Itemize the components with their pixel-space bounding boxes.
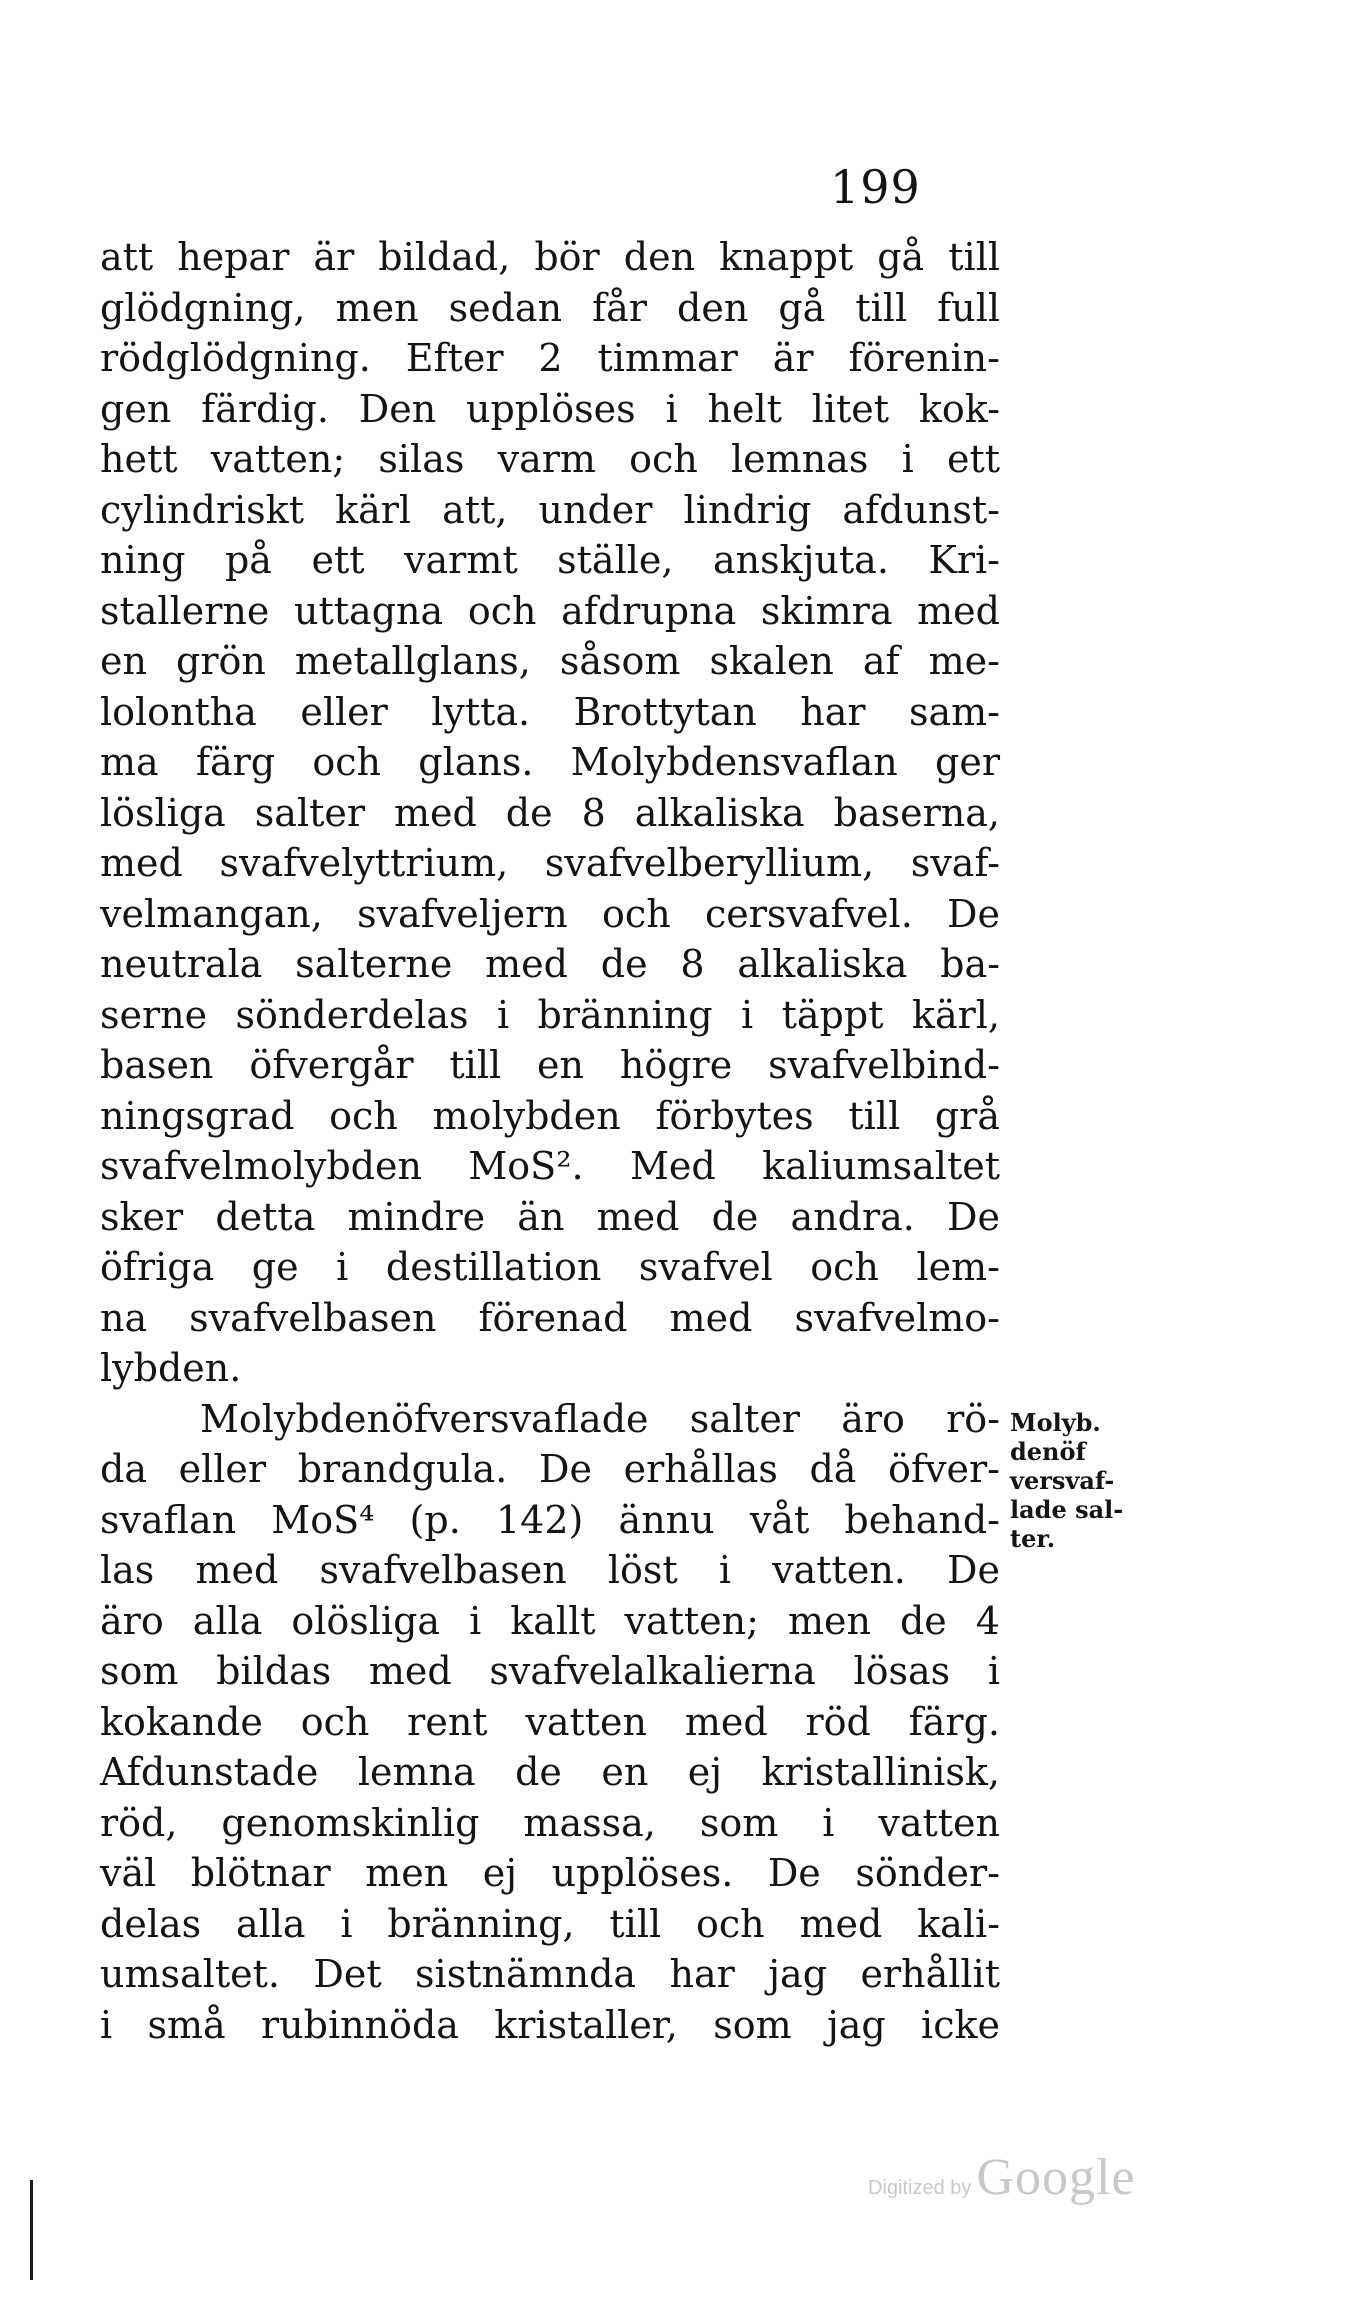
text-line: en grön metallglans, såsom skalen af me-	[100, 639, 1000, 683]
text-line: umsaltet. Det sistnämnda har jag erhållit	[100, 1952, 1000, 1996]
text-line: lybden.	[100, 1346, 242, 1390]
text-line: svafvelmolybden MoS². Med kaliumsaltet	[100, 1144, 1000, 1188]
text-line: med svafvelyttrium, svafvelberyllium, svaf-	[100, 841, 1000, 885]
text-line: i små rubinnöda kristaller, som jag icke	[100, 2002, 1000, 2047]
text-line: da eller brandgula. De erhållas då öfver-	[100, 1447, 1000, 1491]
margin-note-line: Molyb.	[1010, 1408, 1101, 1437]
body-text	[100, 232, 1000, 2050]
text-line: basen öfvergår till en högre svafvelbind-	[100, 1043, 1000, 1087]
text-line: ningsgrad och molybden förbytes till grå	[100, 1093, 1000, 1138]
text-line: glödgning, men sedan får den gå till full	[100, 285, 1000, 330]
text-line: öfriga ge i destillation svafvel och lem-	[100, 1245, 1000, 1289]
digitized-label: Digitized by	[868, 2177, 972, 2199]
text-line: svaflan MoS⁴ (p. 142) ännu våt behand-	[100, 1497, 1000, 1542]
text-line: Afdunstade lemna de en ej kristallinisk,	[100, 1750, 1000, 1794]
text-line: lösliga salter med de 8 alkaliska baserna,	[100, 790, 1000, 835]
text-line: att hepar är bildad, bör den knappt gå till	[100, 235, 1000, 279]
text-line: väl blötnar men ej upplöses. De sönder-	[100, 1851, 1000, 1895]
text-line: som bildas med svafvelalkalierna lösas i	[100, 1649, 1000, 1693]
text-line: gen färdig. Den upplöses i helt litet kok-	[100, 386, 1000, 431]
google-logo: Google	[976, 2149, 1136, 2206]
text-line: stallerne uttagna och afdrupna skimra med	[100, 588, 1000, 633]
text-line: kokande och rent vatten med röd färg.	[100, 1699, 1000, 1744]
text-line: neutrala salterne med de 8 alkaliska ba-	[100, 942, 1000, 986]
page-number: 199	[830, 160, 921, 214]
text-line: delas alla i bränning, till och med kali-	[100, 1901, 1000, 1946]
margin-note-line: lade sal-	[1010, 1495, 1124, 1524]
text-line: lolontha eller lytta. Brottytan har sam-	[100, 689, 1000, 734]
text-line: ma färg och glans. Molybdensvaflan ger	[100, 740, 1000, 784]
text-line: röd, genomskinlig massa, som i vatten	[100, 1800, 1000, 1845]
digitized-watermark	[868, 2148, 1136, 2207]
text-line: rödglödgning. Efter 2 timmar är förenin-	[100, 336, 1000, 380]
text-line: äro alla olösliga i kallt vatten; men de 4	[100, 1598, 1000, 1643]
page-edge-mark	[30, 2180, 33, 2280]
margin-note-line: ter.	[1010, 1524, 1056, 1553]
paragraph-first-line: Molybdenöfversvaflade salter äro rö-	[200, 1396, 1000, 1441]
text-line: hett vatten; silas varm och lemnas i ett	[100, 437, 1000, 481]
text-line: serne sönderdelas i bränning i täppt kärl,	[100, 992, 1000, 1037]
margin-note	[1010, 1408, 1150, 1553]
text-line: las med svafvelbasen löst i vatten. De	[100, 1548, 1000, 1592]
text-line: velmangan, svafveljern och cersvafvel. De	[100, 891, 1000, 936]
text-line: na svafvelbasen förenad med svafvelmo-	[100, 1295, 1000, 1340]
text-line: sker detta mindre än med de andra. De	[100, 1194, 1000, 1239]
text-line: ning på ett varmt ställe, anskjuta. Kri-	[100, 538, 1000, 582]
margin-note-line: denöf	[1010, 1437, 1086, 1466]
margin-note-line: versvaf-	[1010, 1466, 1115, 1495]
text-line: cylindriskt kärl att, under lindrig afdunst-	[100, 487, 1000, 532]
